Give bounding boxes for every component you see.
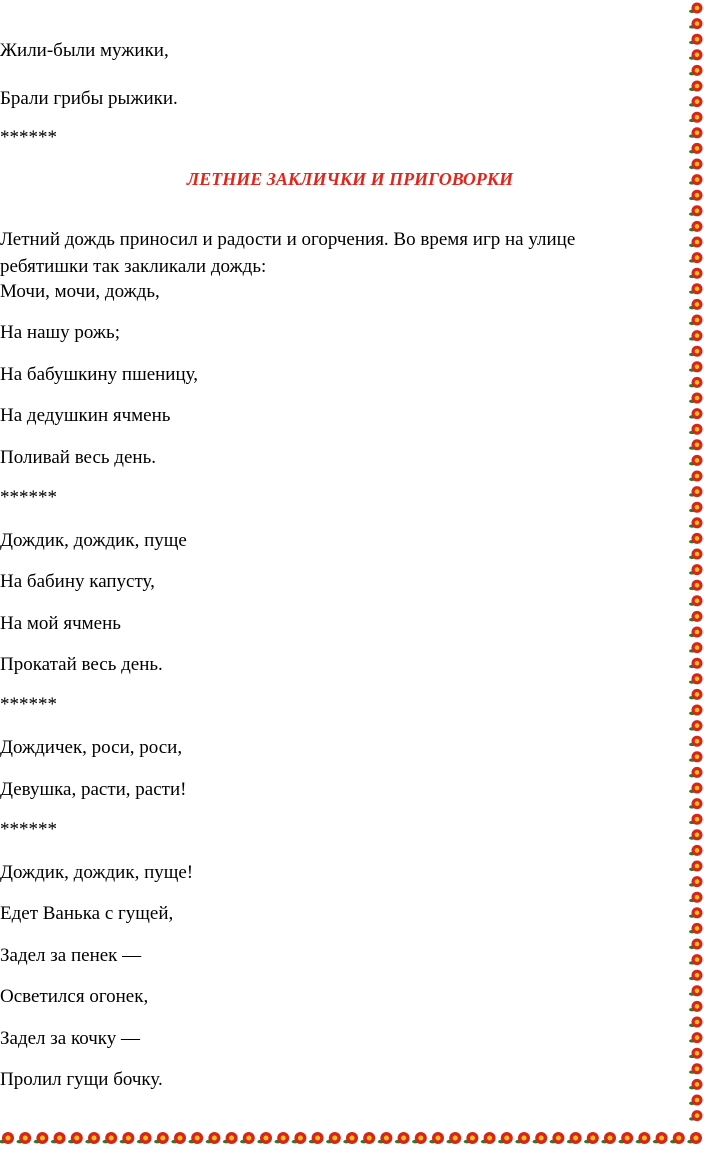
flower-icon [206,1132,221,1144]
flower-icon [689,939,702,950]
flower-icon [689,221,702,232]
flower-icon [533,1132,548,1144]
flower-icon [689,330,702,341]
verse-line: На мой ячмень [0,613,121,634]
flower-icon [689,705,702,716]
flower-icon [689,486,702,497]
flower-icon [0,1132,14,1144]
flower-icon [223,1132,238,1144]
flower-icon [689,268,702,279]
verse-line: Дождик, дождик, пуще [0,530,187,551]
flower-icon [670,1132,685,1144]
flower-icon [550,1132,565,1144]
flower-icon [689,642,702,653]
flower-icon [689,861,702,872]
flower-icon [689,798,702,809]
flower-icon [689,814,702,825]
section-heading: ЛЕТНИЕ ЗАКЛИЧКИ И ПРИГОВОРКИ [186,169,514,189]
verse-line: Мочи, мочи, дождь, [0,281,160,302]
flower-icon [137,1132,152,1144]
flower-icon [292,1132,307,1144]
flower-icon [689,970,702,981]
flower-icon [85,1132,100,1144]
verse-line: Пролил гущи бочку. [0,1069,163,1090]
flower-icon [689,455,702,466]
flower-icon [309,1132,324,1144]
flower-icon [361,1132,376,1144]
flower-icon [689,689,702,700]
flower-icon [689,533,702,544]
verse-line: Едет Ванька с гущей, [0,903,174,924]
flower-icon [601,1132,616,1144]
flower-icon [689,159,702,170]
flower-icon [689,393,702,404]
flower-icon [689,49,702,60]
flower-icon [689,81,702,92]
flower-icon [619,1132,634,1144]
flower-icon [378,1132,393,1144]
flower-icon [689,96,702,107]
verse-line: Брали грибы рыжики. [0,88,178,109]
flower-icon [689,1001,702,1012]
flower-icon [689,112,702,123]
flower-icon [412,1132,427,1144]
verse-line: Осветился огонек, [0,986,149,1007]
flower-icon [689,299,702,310]
flower-icon [689,580,702,591]
flower-icon [689,65,702,76]
verse-line: Жили-были мужики, [0,40,169,61]
flower-icon [68,1132,83,1144]
flower-icon [653,1132,668,1144]
flower-icon [689,174,702,185]
flower-icon [171,1132,186,1144]
flower-icon [689,502,702,513]
flower-icon [51,1132,66,1144]
flower-icon [689,1079,702,1090]
flower-icon [689,1017,702,1028]
decorative-border-right [688,0,704,1125]
flower-icon [429,1132,444,1144]
flower-icon [689,736,702,747]
intro-paragraph: Летний дождь приносил и радости и огорчения. Во время игр на улице ребятишки так закликали дождь: [0,229,576,277]
flower-icon [689,985,702,996]
flower-icon [326,1132,341,1144]
verse-line: Дождик, дождик, пуще! [0,862,194,883]
flower-icon [447,1132,462,1144]
flower-icon [240,1132,255,1144]
flower-icon [464,1132,479,1144]
flower-icon [567,1132,582,1144]
flower-icon [689,923,702,934]
separator: ****** [0,694,57,715]
flower-icon [689,829,702,840]
flower-icon [689,424,702,435]
flower-icon [689,252,702,263]
flower-icon [689,18,702,29]
flower-icon [689,783,702,794]
flower-icon [189,1132,204,1144]
flower-icon [689,143,702,154]
flower-icon [687,1132,702,1144]
flower-icon [17,1132,32,1144]
flower-icon [689,658,702,669]
flower-icon [689,751,702,762]
flower-icon [584,1132,599,1144]
flower-icon [689,876,702,887]
flower-icon [689,315,702,326]
verse-line: Дождичек, роси, роси, [0,737,183,758]
flower-icon [689,673,702,684]
flower-icon [689,127,702,138]
verse-line: Девушка, расти, расти! [0,779,187,800]
flower-icon [689,1032,702,1043]
flower-icon [515,1132,530,1144]
flower-icon [689,237,702,248]
flower-icon [689,954,702,965]
flower-icon [103,1132,118,1144]
flower-icon [636,1132,651,1144]
flower-icon [689,767,702,778]
verse-line: На нашу рожь; [0,322,120,343]
flower-icon [481,1132,496,1144]
flower-icon [689,892,702,903]
flower-icon [689,564,702,575]
flower-icon [498,1132,513,1144]
verse-line: На дедушкин ячмень [0,405,171,426]
flower-icon [689,627,702,638]
separator: ****** [0,127,57,148]
flower-icon [34,1132,49,1144]
flower-icon [257,1132,272,1144]
flower-icon [689,517,702,528]
flower-icon [689,1110,702,1121]
flower-icon [395,1132,410,1144]
flower-icon [689,361,702,372]
verse-line: Поливай весь день. [0,447,156,468]
flower-icon [689,611,702,622]
separator: ****** [0,487,57,508]
flower-icon [154,1132,169,1144]
flower-icon [689,1095,702,1106]
flower-icon [689,549,702,560]
verse-line: Прокатай весь день. [0,654,163,675]
flower-icon [689,205,702,216]
flower-icon [689,34,702,45]
flower-icon [689,190,702,201]
flower-icon [689,1048,702,1059]
flower-icon [689,595,702,606]
flower-icon [689,471,702,482]
verse-line: Задел за пенек — [0,945,142,966]
flower-icon [689,408,702,419]
flower-icon [689,346,702,357]
flower-icon [275,1132,290,1144]
flower-icon [343,1132,358,1144]
verse-line: Задел за кочку — [0,1028,141,1049]
verse-line: На бабину капусту, [0,571,155,592]
verse-line: На бабушкину пшеницу, [0,364,198,385]
flower-icon [689,377,702,388]
flower-icon [689,1063,702,1074]
flower-icon [689,283,702,294]
flower-icon [689,720,702,731]
flower-icon [689,439,702,450]
flower-icon [120,1132,135,1144]
flower-icon [689,907,702,918]
separator: ****** [0,819,57,840]
flower-icon [689,3,702,14]
flower-icon [689,845,702,856]
decorative-border-bottom [0,1128,704,1148]
